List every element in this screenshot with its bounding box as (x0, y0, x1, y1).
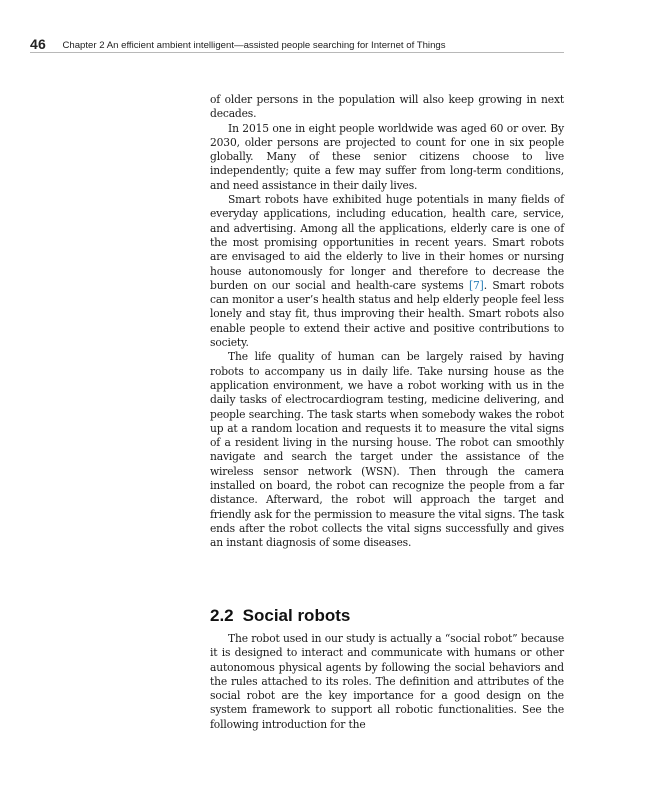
paragraph-social-robot: The robot used in our study is actually a “social robot” because it is designed to interact and communicate with humans or other autonomous physical agents by following the social behaviors and the rules attached to its roles. The definition and attributes of the social robot are the key importance for a good design on the system framework to support all robotic functionalities. See the following introduction for the (210, 632, 564, 731)
section-title: Social robots (242, 606, 351, 625)
section-body-text (210, 632, 564, 732)
citation-link[interactable]: [7] (468, 278, 484, 292)
section-heading (210, 606, 564, 626)
paragraph-continuation: of older persons in the population will also keep growing in next decades. (210, 93, 564, 121)
paragraph-aging-statistics: In 2015 one in eight people worldwide was aged 60 or over. By 2030, older persons are projected to count for one in six people globally. Many of these senior citizens choose to live independently; quite a few may suffer from long-term conditions, and need assistance in their daily lives. (210, 121, 564, 192)
paragraph-text: . Smart robots can monitor a user’s health status and help elderly people feel less lonely and stay fit, thus improving their health. Smart robots also enable people to extend their active and positive contributions to society. (210, 278, 564, 350)
paragraph-text: Smart robots have exhibited huge potentials in many fields of everyday applications, including education, health care, service, and advertising. Among all the applications, elderly care is one of the most promising opportunities in recent years. Smart robots are envisaged to aid the elderly to live in their homes or nursing house autonomously for longer and therefore to decrease the burden on our social and health-care systems (210, 193, 564, 292)
paragraph-life-quality: The life quality of human can be largely raised by having robots to accompany us in daily life. Take nursing house as the application environment, we have a robot working with us in the daily tasks of electrocardiogram testing, medicine delivering, and people searching. The task starts when somebody wakes the robot up at a random location and requests it to measure the vital signs of a resident living in the nursing house. The robot can smoothly navigate and search the target under the assistance of the wireless sensor network (WSN). Then through the camera installed on board, the robot can recognize the people from a far distance. Afterward, the robot will approach the target and friendly ask for the permission to measure the vital signs. The task ends after the robot collects the vital signs successfully and gives an instant diagnosis of some diseases. (210, 350, 564, 550)
paragraph-smart-robots (210, 193, 564, 350)
page-number: 46 (30, 36, 46, 52)
body-text (210, 93, 564, 551)
section-number: 2.2 (210, 606, 234, 625)
header-rule (30, 52, 564, 53)
chapter-title: Chapter 2 An efficient ambient intelligent—assisted people searching for Internet of Things (62, 40, 446, 51)
